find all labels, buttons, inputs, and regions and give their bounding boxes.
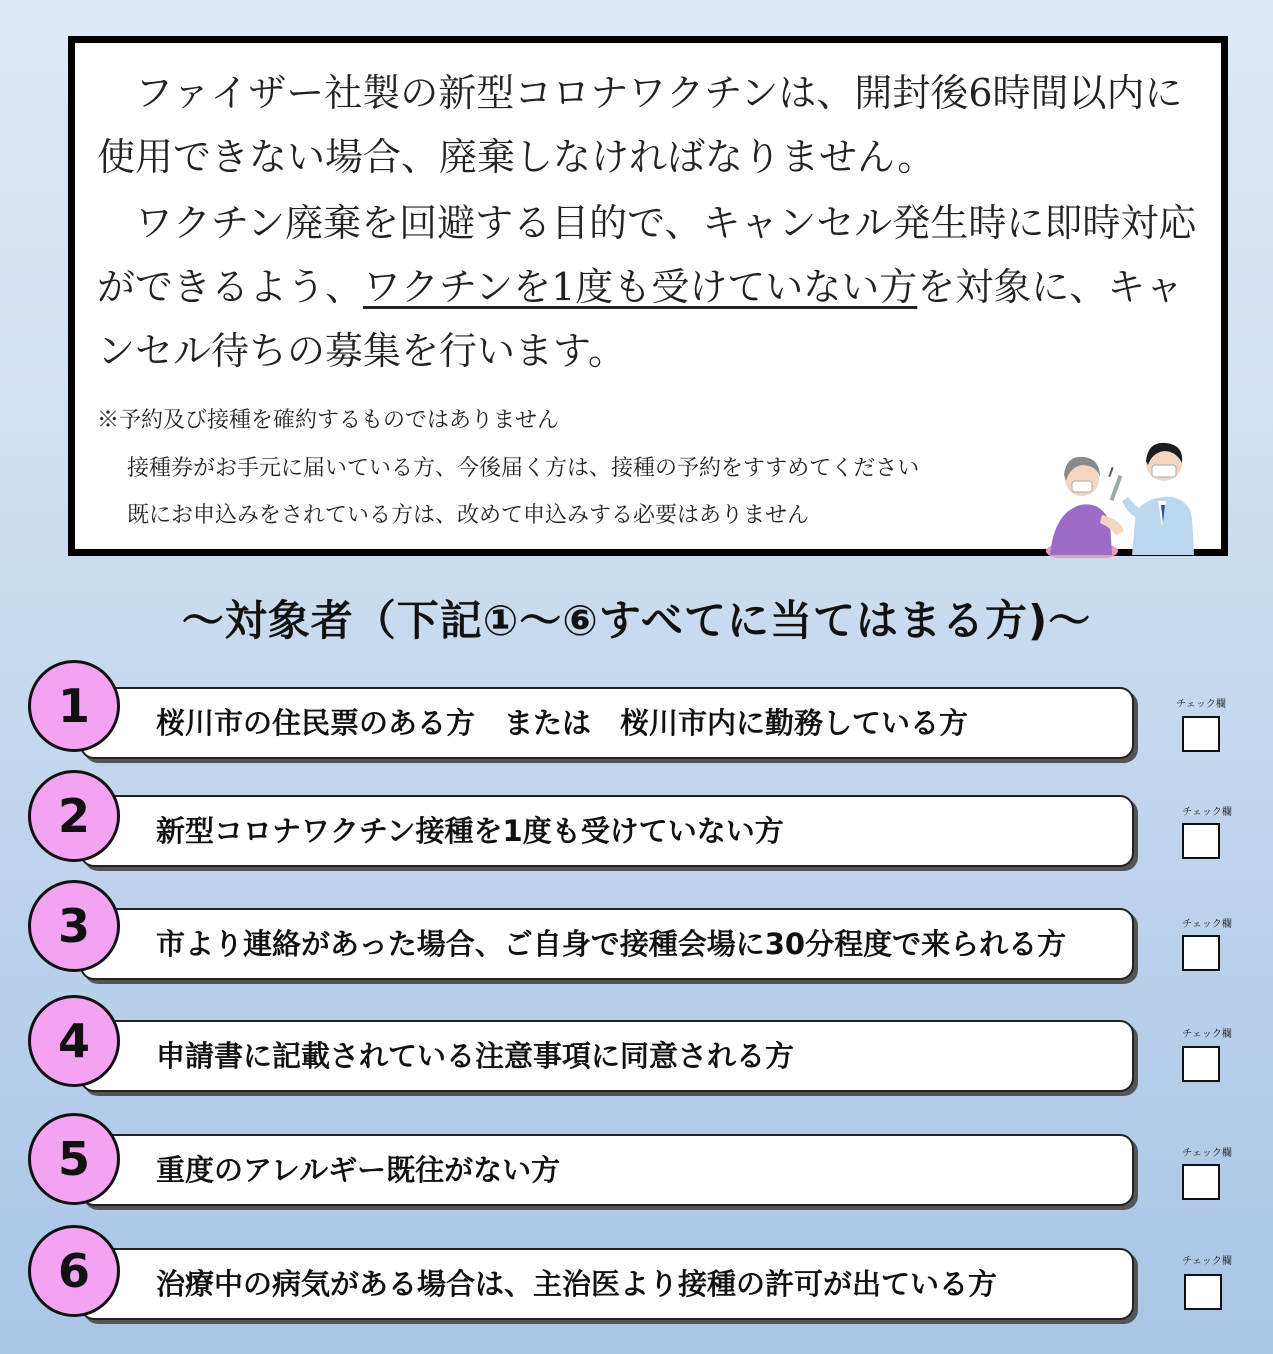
criteria-text-5: 重度のアレルギー既往がない方 xyxy=(156,1153,561,1187)
criteria-row-3 xyxy=(80,908,1134,980)
criteria-row-5 xyxy=(80,1134,1134,1206)
notice-box xyxy=(68,36,1228,556)
vaccination-illustration xyxy=(1040,423,1220,558)
check-box-5[interactable] xyxy=(1182,1164,1220,1200)
check-box-4[interactable] xyxy=(1182,1046,1220,1082)
check-box-3[interactable] xyxy=(1182,935,1220,971)
criteria-number-4: 4 xyxy=(28,995,120,1087)
target-heading: ～対象者（下記①～⑥すべてに当てはまる方)～ xyxy=(181,596,1092,645)
criteria-row-6 xyxy=(80,1248,1134,1320)
notice-paragraph-1 xyxy=(97,61,1207,189)
criteria-number-1: 1 xyxy=(28,660,120,752)
criteria-number-2: 2 xyxy=(28,770,120,862)
notice-note-1: ※予約及び接種を確約するものではありません xyxy=(97,408,560,433)
check-label-5: チェック欄 xyxy=(1182,1148,1232,1159)
notice-para1-text: ファイザー社製の新型コロナワクチンは、開封後6時間以内に使用できない場合、廃棄しなければなりません。 xyxy=(97,71,1183,179)
notice-note-3: 既にお申込みをされている方は、改めて申込みする必要はありません xyxy=(127,503,810,528)
criteria-text-3: 市より連絡があった場合、ご自身で接種会場に30分程度で来られる方 xyxy=(156,927,1067,961)
criteria-text-1: 桜川市の住民票のある方 または 桜川市内に勤務している方 xyxy=(156,706,969,740)
criteria-number-3: 3 xyxy=(28,880,120,972)
check-label-6: チェック欄 xyxy=(1182,1256,1232,1267)
criteria-text-4: 申請書に記載されている注意事項に同意される方 xyxy=(156,1039,795,1073)
notice-paragraph-2 xyxy=(97,191,1207,383)
criteria-number-6: 6 xyxy=(28,1225,120,1317)
criteria-text-6: 治療中の病気がある場合は、主治医より接種の許可が出ている方 xyxy=(156,1267,998,1301)
notice-para2-underline: ワクチンを1度も受けていない方 xyxy=(363,265,918,309)
criteria-row-2 xyxy=(80,795,1134,867)
notice-para2-pre: ワクチン廃棄を回避する目的で、キャンセル発生時に即時対応ができるよう、 xyxy=(97,201,1197,309)
criteria-row-4 xyxy=(80,1020,1134,1092)
criteria-number-5: 5 xyxy=(28,1113,120,1205)
check-label-4: チェック欄 xyxy=(1182,1029,1232,1040)
check-box-1[interactable] xyxy=(1182,716,1220,752)
check-box-2[interactable] xyxy=(1182,823,1220,859)
notice-para2-post: を対象に、キャンセル待ちの募集を行います。 xyxy=(97,265,1184,373)
check-label-2: チェック欄 xyxy=(1182,807,1232,818)
criteria-text-2: 新型コロナワクチン接種を1度も受けていない方 xyxy=(156,814,784,848)
check-box-6[interactable] xyxy=(1184,1274,1222,1310)
criteria-row-1 xyxy=(80,687,1134,759)
notice-note-2: 接種券がお手元に届いている方、今後届く方は、接種の予約をすすめてください xyxy=(127,456,920,481)
check-label-3: チェック欄 xyxy=(1182,919,1232,930)
check-label-1: チェック欄 xyxy=(1176,699,1226,710)
